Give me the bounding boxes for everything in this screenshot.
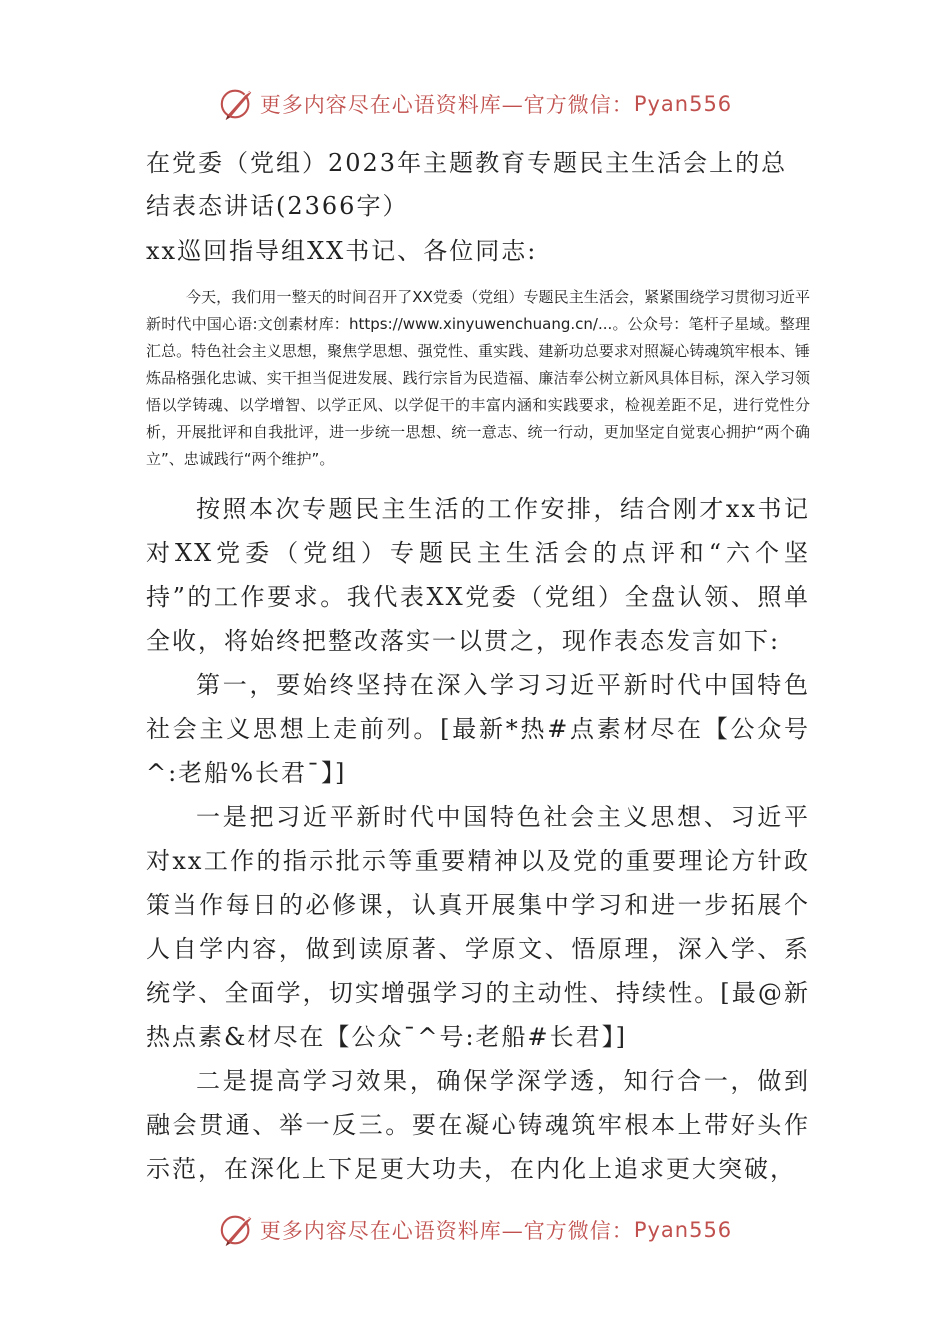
salutation: xx巡回指导组XX书记、各位同志: bbox=[146, 237, 538, 265]
watermark-wechat-id: Pyan556 bbox=[633, 1218, 733, 1242]
section-heading-first: 第一，要始终坚持在深入学习习近平新时代中国特色社会主义思想上走前列。[最新*热#点素材尽在【公众号^:老船%长君¯】] bbox=[146, 671, 810, 787]
watermark-banner-bottom bbox=[0, 1212, 950, 1248]
watermark-text: 更多内容尽在心语资料库—官方微信： bbox=[259, 93, 634, 117]
body-paragraph: 二是提高学习效果，确保学深学透，知行合一，做到融会贯通、举一反三。要在凝心铸魂筑牢根本上带好头作示范，在深化上下足更大功夫，在内化上追求更大突破， bbox=[146, 1067, 810, 1183]
watermark-wechat-id: Pyan556 bbox=[633, 92, 733, 116]
watermark-banner-top bbox=[0, 86, 950, 122]
quill-pen-logo-icon bbox=[218, 85, 256, 123]
document-title: 在党委（党组）2023年主题教育专题民主生活会上的总结表态讲话(2366字） bbox=[146, 149, 788, 220]
intro-paragraph: 今天，我们用一整天的时间召开了XX党委（党组）专题民主生活会，紧紧围绕学习贯彻习近平新时代中国心语:文创素材库：https://www.xinyuwenchuang.cn/...。公众号：笔杆子星域。整理汇总。特色社会主义思想，聚焦学思想、强党性、重实践、建新功总要求对照凝心铸魂筑牢根本、锤炼品格强化忠诚、实干担当促进发展、践行宗旨为民造福、廉洁奉公树立新风具体目标，深入学习领悟以学铸魂、以学增智、以学正风、以学促干的丰富内涵和实践要求，检视差距不足，进行党性分析，开展批评和自我批评，进一步统一思想、统一意志、统一行动，更加坚定自觉衷心拥护“两个确立”、忠诚践行“两个维护”。 bbox=[146, 288, 810, 468]
body-paragraph: 一是把习近平新时代中国特色社会主义思想、习近平对xx工作的指示批示等重要精神以及党的重要理论方针政策当作每日的必修课，认真开展集中学习和进一步拓展个人自学内容，做到读原著、学原文、悟原理，深入学、系统学、全面学，切实增强学习的主动性、持续性。[最@新热点素&材尽在【公众¯^号:老船#长君】] bbox=[146, 803, 810, 1051]
watermark-text: 更多内容尽在心语资料库—官方微信： bbox=[259, 1219, 634, 1243]
document-body bbox=[146, 142, 810, 1191]
quill-pen-logo-icon bbox=[218, 1211, 256, 1249]
body-paragraph: 按照本次专题民主生活的工作安排，结合刚才xx书记对XX党委（党组）专题民主生活会的点评和“六个坚持”的工作要求。我代表XX党委（党组）全盘认领、照单全收，将始终把整改落实一以贯之，现作表态发言如下: bbox=[146, 495, 810, 655]
